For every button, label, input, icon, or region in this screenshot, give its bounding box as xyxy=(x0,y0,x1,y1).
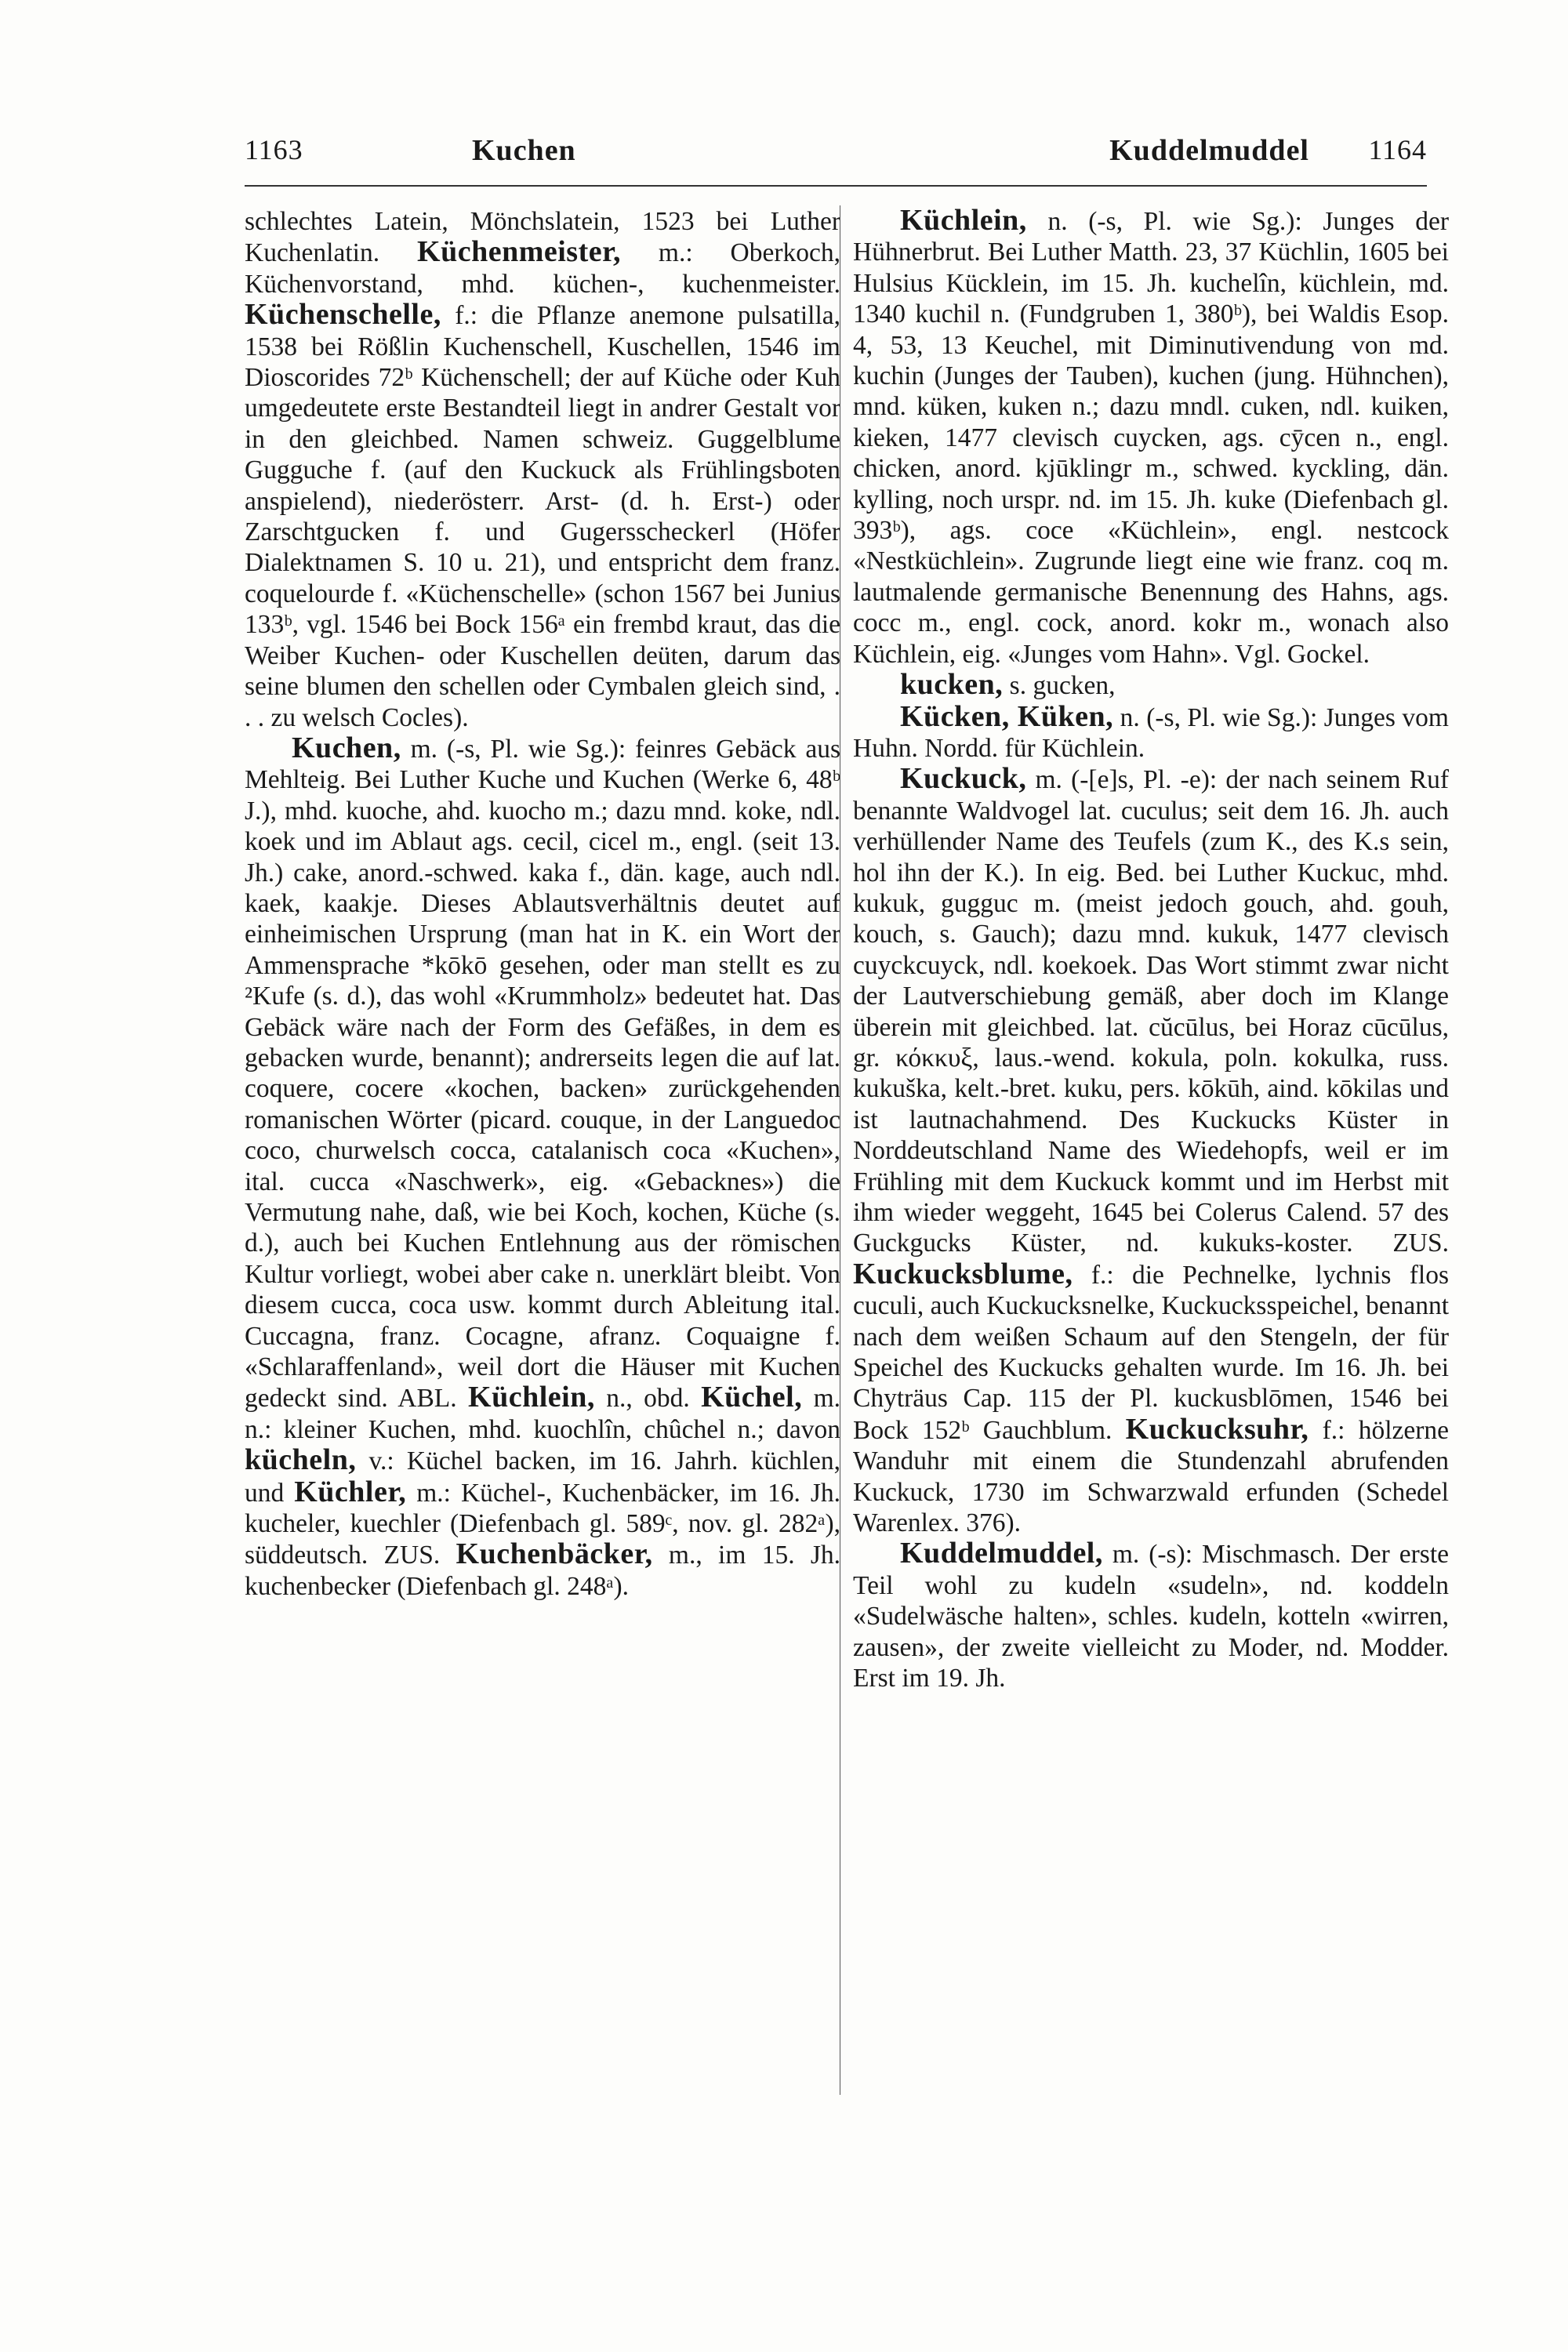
entry-lemma: Küchenschelle, xyxy=(245,298,441,332)
entry-text: n. (-s, Pl. wie Sg.): Junges der Hühnerbrut. Bei Luther Matth. 23, 37 Küchlin, 1605 bei Hulsius Kücklein, im 15. Jh. kuchelîn, küchlein, md. 1340 kuchil n. (Fundgruben 1, 380ᵇ), bei Waldis Esop. 4, 53, 13 Keuchel, mit Diminutivendung von md. kuchin (Junges der Tauben), kuchen (jung. Hühnchen), mnd. küken, kuken n.; dazu mndl. cuken, ndl. kuiken, kieken, 1477 clevisch cuycken, ags. cȳcen n., engl. chicken, anord. kjūklingr m., schwed. kyckling, dän. kylling, noch urspr. nd. im 15. Jh. kuke (Diefenbach gl. 393ᵇ), ags. coce «Küchlein», engl. nestcock «Nestküchlein». Zugrunde liegt eine wie franz. coq m. lautmalende germanische Benennung des Hahns, ags. cocc m., engl. cock, anord. kokr m., wonach also Küchlein, eig. «Junges vom Hahn». Vgl. Gockel. xyxy=(853,207,1450,669)
entry-lemma: kucken, xyxy=(900,668,1004,702)
entry-lemma: Kuchenbäcker, xyxy=(456,1537,653,1571)
entry-lemma: Kuckuck, xyxy=(900,762,1027,796)
entry-text: m. n.: kleiner Kuchen, mhd. kuochlîn, chûchel n.; davon xyxy=(245,1384,841,1444)
entry-lemma: Küchlein, xyxy=(900,204,1027,237)
entry-text: n. (-s, Pl. wie Sg.): Junges vom Huhn. Nordd. für Küchlein. xyxy=(853,702,1449,763)
entry-lemma: Kuckucksblume, xyxy=(853,1257,1073,1290)
entry-lemma: Küchenmeister, xyxy=(417,235,621,269)
left-column xyxy=(245,205,840,1602)
entry-text: f.: die Pechnelke, lychnis flos cuculi, auch Kuckucksnelke, Kuckucksspeichel, benannt nach dem weißen Schaum auf den Stengeln, der für Speichel des Kuckucks gehalten wurde. Im 16. Jh. bei Chyträus Cap. 115 der Pl. kuckusblōmen, 1546 bei Bock 152ᵇ Gauchblum. xyxy=(853,1260,1449,1445)
column-text xyxy=(853,205,1449,670)
column-text xyxy=(245,733,840,1602)
entry-lemma: Küchlein, xyxy=(468,1381,595,1414)
entry-lemma: kücheln, xyxy=(245,1443,357,1477)
entry-text: m.: Oberkoch, Küchenvorstand, mhd. küchen-, kuchenmeister. xyxy=(245,238,840,299)
entry-text: m. (-s): Mischmasch. Der erste Teil wohl zu kudeln «sudeln», nd. koddeln «Sudelwäsche halten», schles. kudeln, kotteln «wirren, zausen», der zweite vielleicht zu Moder, nd. Modder. Erst im 19. Jh. xyxy=(853,1540,1450,1693)
column-text xyxy=(853,670,1449,701)
running-headword-right: Kuddelmuddel xyxy=(1109,134,1309,167)
page-number-left: 1163 xyxy=(245,134,303,165)
entry-lemma: Kuckucksuhr, xyxy=(1125,1412,1309,1446)
entry-lemma: Kücken, Küken, xyxy=(900,699,1114,733)
column-text xyxy=(245,205,840,733)
entry-lemma: Küchler, xyxy=(294,1475,407,1508)
entry-text: f.: die Pflanze anemone pulsatilla, 1538 bei Rößlin Kuchenschell, Kuschellen, 1546 im Dioscorides 72ᵇ Küchenschell; der auf Küche oder Kuh umgedeutete erste Bestandteil liegt in andrer Gestalt vor in den gleichbed. Namen schweiz. Guggelblume Gugguche f. (auf den Kuckuck als Frühlingsboten anspielend), niederösterr. Arst- (d. h. Erst-) oder Zarschtgucken f. und Gugersscheckerl (Höfer Dialektnamen S. 10 u. 21), und entspricht dem franz. coquelourde f. «Küchenschelle» (schon 1567 bei Junius 133ᵇ, vgl. 1546 bei Bock 156ᵃ ein frembd kraut, das die Weiber Kuchen- oder Kuschellen deüten, darum das seine blumen den schellen oder Cymbalen gleich sind, . . . zu welsch Cocles). xyxy=(245,301,840,732)
running-headword-left: Kuchen xyxy=(472,134,576,167)
entry-text: n., obd. xyxy=(606,1384,690,1414)
running-header xyxy=(245,133,1427,176)
entry-text: m. (-[e]s, Pl. -e): der nach seinem Ruf benannte Waldvogel lat. cuculus; seit dem 16. Jh. auch verhüllender Name des Teufels (zum K., des K.s sein, hol ihn der K.). In eig. Bed. bei Luther Kuckuc, mhd. kukuk, gugguc m. (meist jedoch gouch, ahd. gouh, kouch, s. Gauch); dazu mnd. kukuk, 1477 clevisch cuyckcuyck, ndl. koekoek. Das Wort stimmt zwar nicht der Lautverschiebung gemäß, aber doch im Klange überein mit gleichbed. lat. cŭcūlus, bei Horaz cūcūlus, gr. κόκκυξ, laus.-wend. kokula, poln. kokulka, russ. kukuška, kelt.-bret. kuku, pers. kōkūh, aind. kōkilas und ist lautnachahmend. Des Kuckucks Küster in Norddeutschland Name des Wiedehopfs, weil er im Frühling mit dem Kuckuck kommt und im Herbst mit ihm wieder weggeht, 1645 bei Colerus Calend. 57 des Guckgucks Küster, nd. kukuks-koster. ZUS. xyxy=(853,765,1449,1258)
entry-text: m. (-s, Pl. wie Sg.): feinres Gebäck aus Mehlteig. Bei Luther Kuche und Kuchen (Werke 6, 48ᵇ J.), mhd. kuoche, ahd. kuocho m.; dazu mnd. koke, ndl. koek und im Ablaut ags. cecil, cicel m., engl. (seit 13. Jh.) cake, anord.-schwed. kaka f., dän. kage, auch ndl. kaek, kaakje. Dieses Ablautsverhältnis deutet auf einheimischen Ursprung (man hat in K. ein Wort der Ammensprache *kōkō gesehen, oder man stellt es zu ²Kufe (s. d.), das wohl «Krummholz» bedeutet hat. Das Gebäck wäre nach der Form des Gefäßes, in dem es gebacken wurde, benannt); andrerseits legen die auf lat. coquere, cocere «kochen, backen» zurückgehenden romanischen Wörter (picard. couque, in der Languedoc coco, churwelsch cocca, catalanisch coca «Kuchen», ital. cucca «Naschwerk», eig. «Gebacknes») die Vermutung nahe, daß, wie bei Koch, kochen, Küche (s. d.), auch bei Kuchen Entlehnung aus der römischen Kultur vorliegt, wobei aber cake n. unerklärt bleibt. Von diesem cucca, coca usw. kommt durch Ableitung ital. Cuccagna, franz. Cocagne, afranz. Coquaigne f. «Schlaraffenland», weil dort die Häuser mit Kuchen gedeckt sind. ABL. xyxy=(245,734,841,1414)
entry-text: s. gucken, xyxy=(1009,671,1116,701)
right-column xyxy=(853,205,1449,1694)
entry-text: v.: Küchel backen, im 16. Jahrh. küchlen, und xyxy=(245,1446,840,1508)
entry-text: schlechtes Latein, Mönchslatein, 1523 bei Luther Kuchenlatin. xyxy=(245,207,840,268)
entry-lemma: Kuchen, xyxy=(292,731,401,764)
entry-text: m.: Küchel-, Kuchenbäcker, im 16. Jh. kucheler, kuechler (Diefenbach gl. 589ᶜ, nov. gl. 282ᵃ), süddeutsch. ZUS. xyxy=(245,1478,841,1570)
entry-text: f.: hölzerne Wanduhr mit einem die Stundenzahl abrufenden Kuckuck, 1730 im Schwarzwald erfunden (Schedel Warenlex. 376). xyxy=(853,1415,1450,1538)
entry-lemma: Küchel, xyxy=(701,1381,803,1414)
column-text xyxy=(853,1538,1449,1693)
entry-text: m., im 15. Jh. kuchenbecker (Diefenbach gl. 248ᵃ). xyxy=(245,1541,841,1601)
column-text xyxy=(853,699,1449,764)
page-number-right: 1164 xyxy=(1368,134,1427,165)
header-rule xyxy=(245,185,1427,187)
column-text xyxy=(853,764,1449,1538)
entry-lemma: Kuddelmuddel, xyxy=(900,1537,1103,1570)
